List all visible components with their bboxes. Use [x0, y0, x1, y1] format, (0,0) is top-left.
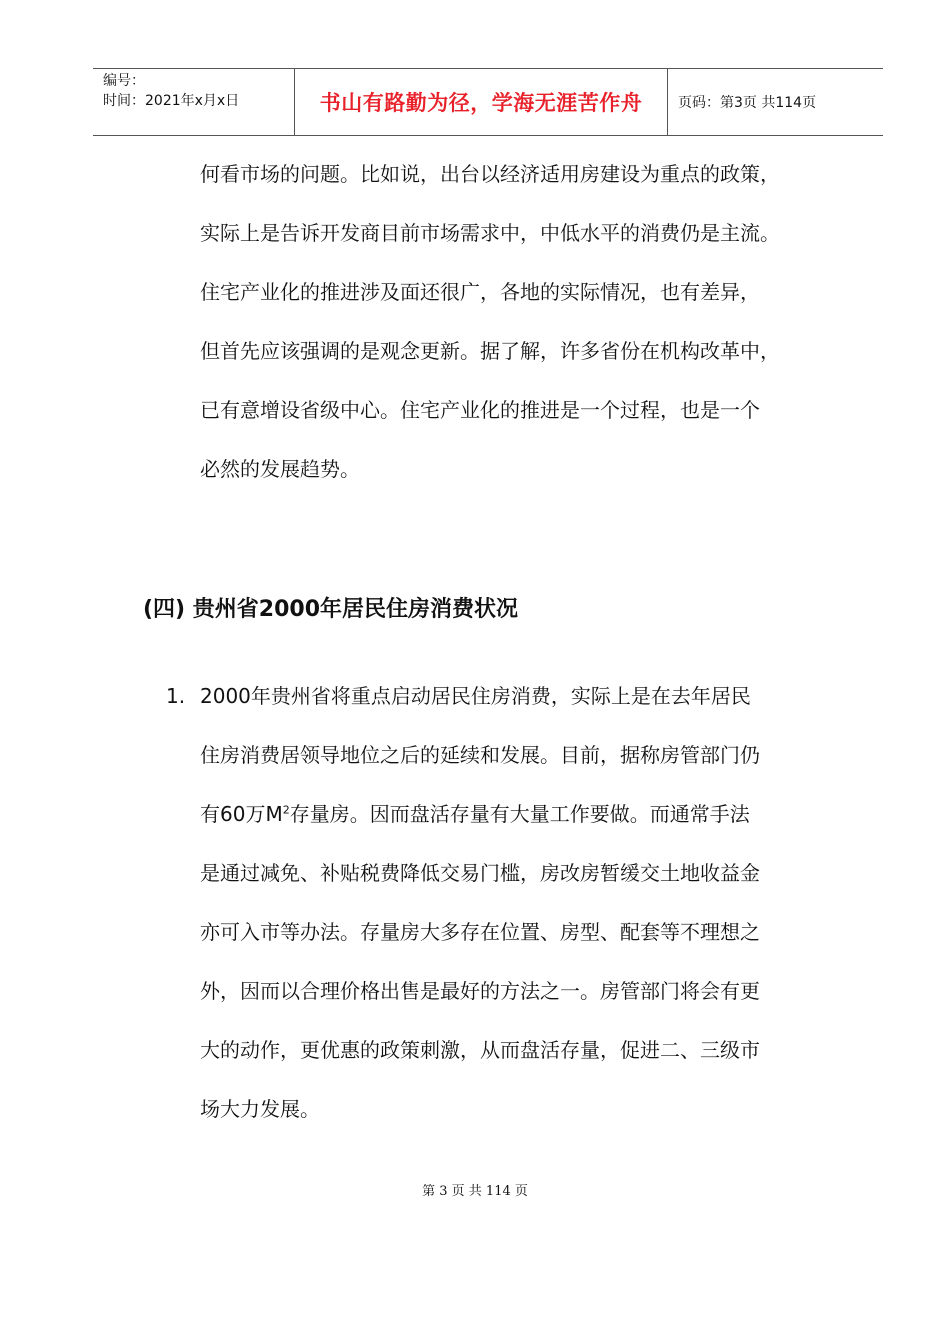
- paragraph-line: 已有意增设省级中心。住宅产业化的推进是一个过程，也是一个: [200, 398, 760, 422]
- paragraph-line: 是通过减免、补贴税费降低交易门槛，房改房暂缓交土地收益金: [200, 861, 760, 885]
- motto: 书山有路勤为径，学海无涯苦作舟: [319, 90, 643, 115]
- list-item-number: 1.: [166, 684, 186, 708]
- text-fragment: 存量房。因而盘活存量有大量工作要做。而通常手法: [289, 802, 750, 826]
- header-page-cell: [668, 69, 883, 135]
- paragraph-line: 外，因而以合理价格出售是最好的方法之一。房管部门将会有更: [200, 979, 760, 1003]
- paragraph-line: 必然的发展趋势。: [200, 457, 360, 481]
- section-heading: (四) 贵州省2000年居民住房消费状况: [143, 597, 518, 622]
- page-number-label: 页码：第3页 共114页: [678, 95, 817, 111]
- list-item-body: [200, 667, 860, 1139]
- header-meta: [93, 69, 295, 135]
- paragraph-line: 何看市场的问题。比如说，出台以经济适用房建设为重点的政策，: [200, 162, 780, 186]
- paragraph-line: 实际上是告诉开发商目前市场需求中，中低水平的消费仍是主流。: [200, 221, 780, 245]
- serial-number-label: 编号：: [103, 73, 145, 89]
- intro-paragraph: [200, 145, 860, 499]
- paragraph-line: 住宅产业化的推进涉及面还很广，各地的实际情况，也有差异，: [200, 280, 760, 304]
- paragraph-line: 但首先应该强调的是观念更新。据了解，许多省份在机构改革中，: [200, 339, 780, 363]
- paragraph-line: 2000年贵州省将重点启动居民住房消费，实际上是在去年居民: [200, 684, 751, 708]
- paragraph-line: [200, 785, 860, 844]
- paragraph-line: 场大力发展。: [200, 1097, 320, 1121]
- paragraph-line: 大的动作，更优惠的政策刺激，从而盘活存量，促进二、三级市: [200, 1038, 760, 1062]
- footer-page-number: 第 3 页 共 114 页: [422, 1184, 528, 1199]
- date-label: 时间：2021年x月x日: [103, 93, 240, 109]
- page-header: [93, 68, 883, 136]
- text-fragment: 有60万M: [200, 802, 283, 826]
- header-motto-cell: [295, 69, 668, 135]
- page-footer: [0, 1180, 950, 1199]
- paragraph-line: 亦可入市等办法。存量房大多存在位置、房型、配套等不理想之: [200, 920, 760, 944]
- paragraph-line: 住房消费居领导地位之后的延续和发展。目前，据称房管部门仍: [200, 743, 760, 767]
- superscript: 2: [282, 803, 290, 817]
